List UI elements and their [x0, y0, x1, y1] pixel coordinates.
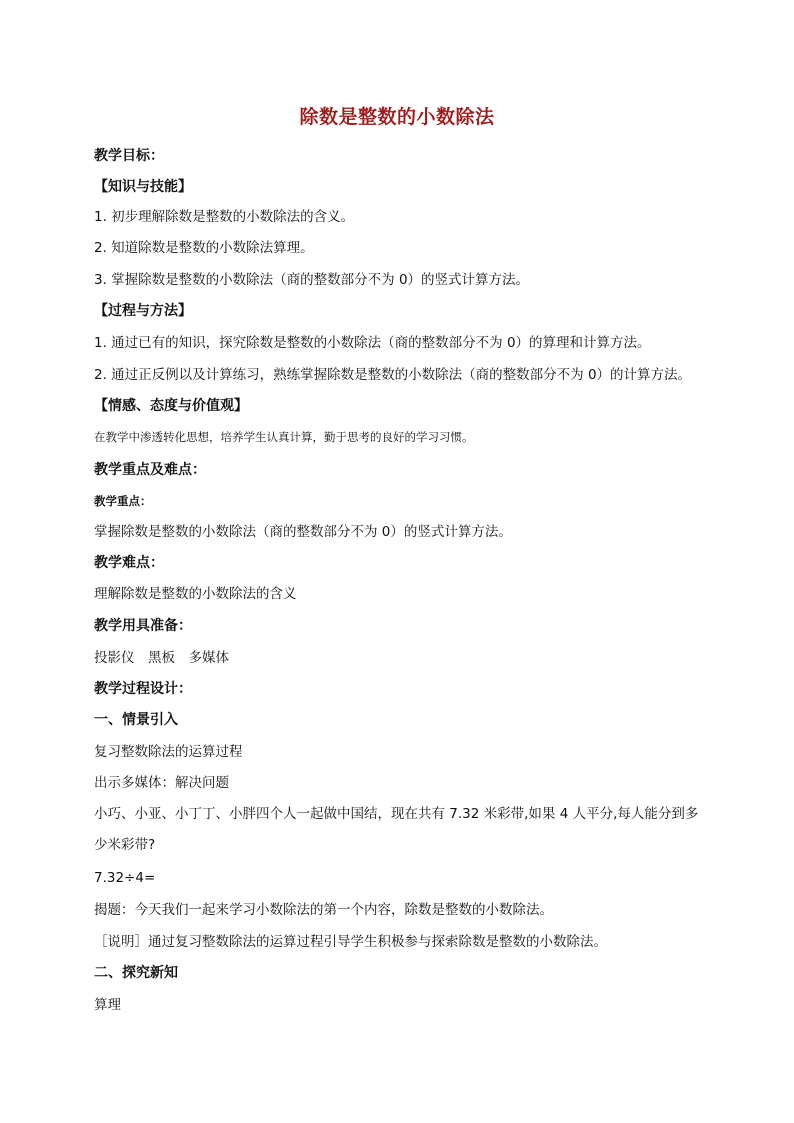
- knowledge-heading: 【知识与技能】: [94, 179, 192, 195]
- emotion-text: 在教学中渗透转化思想，培养学生认真计算，勤于思考的良好的学习习惯。: [94, 430, 474, 444]
- section2-heading: 二、探究新知: [94, 965, 178, 981]
- process-item-1: 1. 通过已有的知识，探究除数是整数的小数除法（商的整数部分不为 0）的算理和计算方法。: [94, 335, 651, 351]
- goals-heading: 教学目标：: [94, 148, 164, 164]
- problem-text: 小巧、小亚、小丁丁、小胖四个人一起做中国结，现在共有 7.32 米彩带,如果 4 人平分,每人能分到多少米彩带?: [94, 806, 699, 853]
- knowledge-item-1: 1. 初步理解除数是整数的小数除法的含义。: [94, 209, 355, 225]
- design-heading: 教学过程设计：: [94, 681, 192, 697]
- key-point-label: 教学重点：: [94, 494, 152, 508]
- section1-heading: 一、情景引入: [94, 712, 178, 728]
- equation: 7.32÷4=: [94, 870, 156, 886]
- emotion-heading: 【情感、态度与价值观】: [94, 398, 248, 414]
- reveal-text: 揭题：今天我们一起来学习小数除法的第一个内容，除数是整数的小数除法。: [94, 902, 553, 918]
- knowledge-item-3: 3. 掌握除数是整数的小数除法（商的整数部分不为 0）的竖式计算方法。: [94, 272, 530, 288]
- difficulty-text: 理解除数是整数的小数除法的含义: [94, 586, 297, 602]
- knowledge-item-2: 2. 知道除数是整数的小数除法算理。: [94, 240, 314, 256]
- tools-heading: 教学用具准备：: [94, 618, 192, 634]
- key-point-text: 掌握除数是整数的小数除法（商的整数部分不为 0）的竖式计算方法。: [94, 524, 512, 540]
- section2-line1: 算理: [94, 997, 121, 1013]
- tools-text: 投影仪 黑板 多媒体: [94, 650, 229, 666]
- process-heading: 【过程与方法】: [94, 303, 192, 319]
- key-points-heading: 教学重点及难点：: [94, 462, 206, 478]
- process-item-2: 2. 通过正反例以及计算练习，熟练掌握除数是整数的小数除法（商的整数部分不为 0）的计算方法。: [94, 367, 692, 383]
- section1-line1: 复习整数除法的运算过程: [94, 744, 243, 760]
- difficulty-label: 教学难点：: [94, 555, 164, 571]
- document-title: 除数是整数的小数除法: [299, 106, 495, 128]
- note-text: ［说明］通过复习整数除法的运算过程引导学生积极参与探索除数是整数的小数除法。: [94, 934, 607, 950]
- section1-line2: 出示多媒体：解决问题: [94, 775, 229, 791]
